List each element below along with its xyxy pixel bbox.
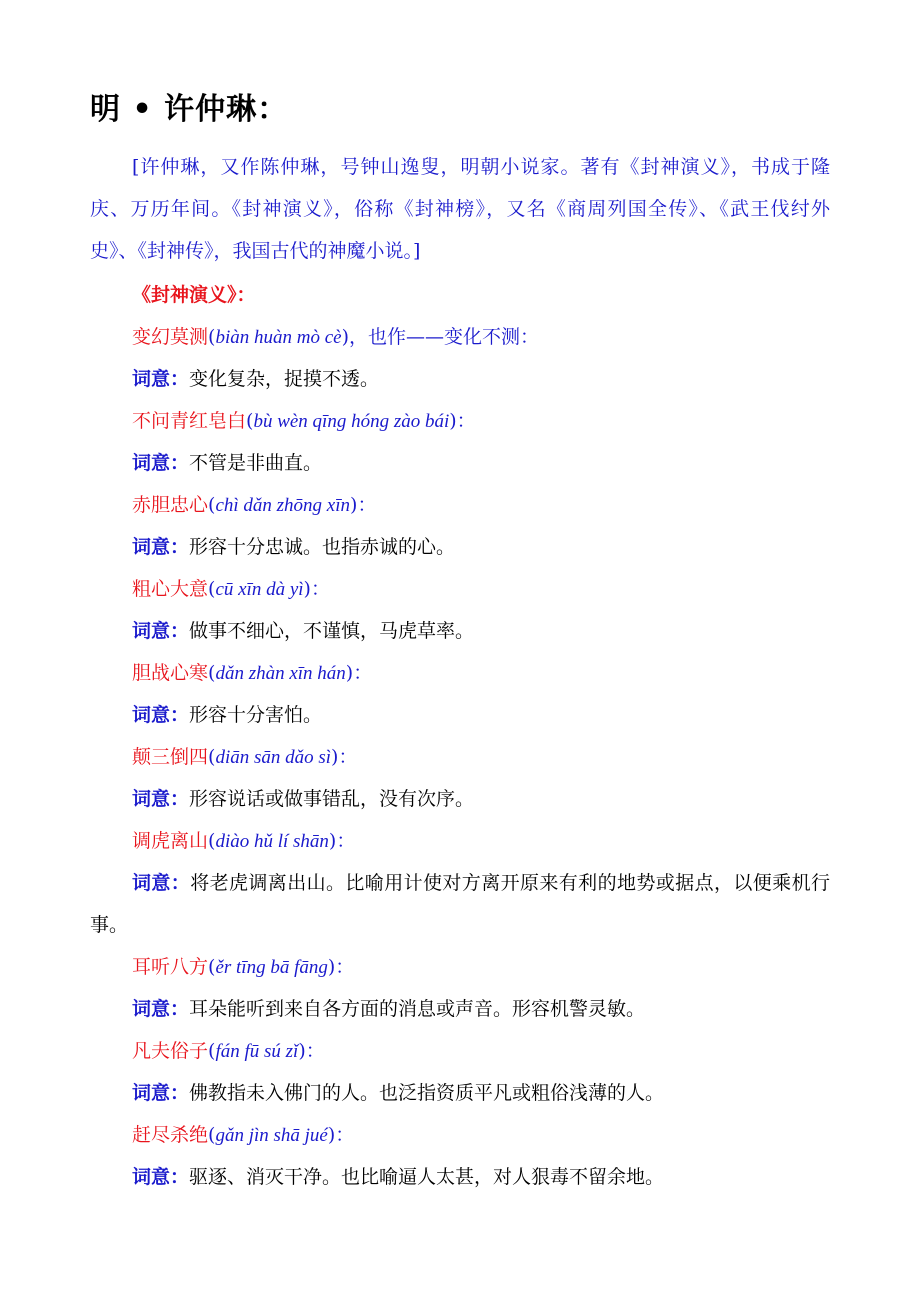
idiom-pinyin: dǎn zhàn xīn hán [215,663,346,684]
idiom-meaning [90,988,830,1030]
idiom-entry-header [90,820,830,862]
pinyin-open: ( [208,1124,216,1146]
pinyin-open: ( [208,326,216,348]
meaning-label: 词意： [132,788,190,810]
pinyin-close: ) [303,578,311,600]
meaning-text: 变化复杂，捉摸不透。 [189,368,380,390]
idiom-meaning [90,862,830,946]
idiom-meaning [90,526,830,568]
idiom-pinyin: gǎn jìn shā jué [215,1125,328,1146]
idiom-term: 胆战心寒 [132,662,209,684]
idiom-pinyin: ěr tīng bā fāng [215,957,328,978]
idiom-suffix: ： [310,578,330,600]
pinyin-close: ) [298,1040,306,1062]
pinyin-close: ) [350,494,358,516]
meaning-text: 驱逐、消灭干净。也比喻逼人太甚，对人狠毒不留余地。 [189,1166,665,1188]
book-title: 《封神演义》： [132,284,256,306]
idiom-suffix: ，也作——变化不测： [348,326,539,348]
idiom-entry-header [90,946,830,988]
pinyin-open: ( [208,830,216,852]
idiom-meaning [90,442,830,484]
idiom-pinyin: biàn huàn mò cè [215,327,342,348]
pinyin-close: ) [341,326,349,348]
meaning-label: 词意： [132,998,190,1020]
idiom-entry-header [90,568,830,610]
meaning-text: 将老虎调离出山。比喻用计使对方离开原来有利的地势或据点，以便乘机行事。 [90,872,830,936]
idiom-term: 凡夫俗子 [132,1040,209,1062]
idiom-suffix: ： [353,662,373,684]
idiom-pinyin: chì dǎn zhōng xīn [215,495,351,516]
idiom-meaning [90,610,830,652]
idiom-pinyin: diào hǔ lí shān [215,831,329,852]
meaning-label: 词意： [132,620,190,642]
pinyin-open: ( [208,578,216,600]
pinyin-open: ( [208,662,216,684]
meaning-text: 形容十分害怕。 [189,704,323,726]
pinyin-close: ) [327,956,336,978]
idiom-term: 不问青红皂白 [132,410,247,432]
idiom-entry-header [90,1030,830,1072]
idiom-term: 耳听八方 [132,956,209,978]
meaning-label: 词意： [132,1082,190,1104]
meaning-label: 词意： [132,452,190,474]
idiom-suffix: ： [456,410,476,432]
meaning-text: 佛教指未入佛门的人。也泛指资质平凡或粗俗浅薄的人。 [189,1082,665,1104]
idiom-meaning [90,1072,830,1114]
idiom-term: 调虎离山 [132,830,209,852]
idiom-pinyin: bù wèn qīng hóng zào bái [253,411,450,432]
pinyin-close: ) [449,410,457,432]
meaning-label: 词意： [132,368,190,390]
meaning-text: 形容十分忠诚。也指赤诚的心。 [189,536,456,558]
idiom-suffix: ： [336,830,356,852]
idiom-suffix: ： [335,1124,355,1146]
idiom-suffix: ： [338,746,358,768]
meaning-label: 词意： [132,872,191,894]
pinyin-open: ( [208,494,216,516]
meaning-label: 词意： [132,536,190,558]
idiom-meaning [90,358,830,400]
idiom-term: 变幻莫测 [132,326,209,348]
meaning-text: 做事不细心，不谨慎，马虎草率。 [189,620,475,642]
idiom-entry-header [90,736,830,778]
pinyin-close: ) [327,1124,336,1146]
page-heading: 明 • 许仲琳： [90,92,289,127]
pinyin-close: ) [345,662,354,684]
idiom-suffix: ： [357,494,377,516]
idiom-term: 粗心大意 [132,578,209,600]
idiom-term: 赶尽杀绝 [132,1124,209,1146]
idiom-pinyin: cū xīn dà yì [215,579,304,600]
meaning-label: 词意： [132,1166,190,1188]
idiom-entry-header [90,1114,830,1156]
meaning-text: 形容说话或做事错乱，没有次序。 [189,788,475,810]
idiom-entry-header [90,652,830,694]
idiom-entry-header [90,400,830,442]
pinyin-open: ( [208,746,216,768]
pinyin-close: ) [328,830,337,852]
idiom-suffix: ： [305,1040,325,1062]
idiom-term: 颠三倒四 [132,746,209,768]
author-introduction: [许仲琳，又作陈仲琳，号钟山逸叟，明朝小说家。著有《封神演义》，书成于隆庆、万历年间。《封神演义》，俗称《封神榜》，又名《商周列国全传》、《武王伐纣外史》、《封神传》，我国古代的神魔小说。] [90,156,830,262]
pinyin-close: ) [331,746,339,768]
pinyin-open: ( [246,410,254,432]
idiom-term: 赤胆忠心 [132,494,209,516]
idiom-entry-header [90,484,830,526]
idiom-pinyin: fán fū sú zǐ [215,1041,299,1062]
meaning-text: 不管是非曲直。 [189,452,323,474]
pinyin-open: ( [208,956,216,978]
idiom-meaning [90,778,830,820]
idiom-entry-header [90,316,830,358]
pinyin-open: ( [208,1040,216,1062]
idiom-meaning [90,1156,830,1198]
meaning-text: 耳朵能听到来自各方面的消息或声音。形容机警灵敏。 [189,998,646,1020]
idiom-suffix: ： [335,956,355,978]
idiom-list [90,316,830,1198]
idiom-meaning [90,694,830,736]
idiom-pinyin: diān sān dǎo sì [215,747,332,768]
meaning-label: 词意： [132,704,190,726]
